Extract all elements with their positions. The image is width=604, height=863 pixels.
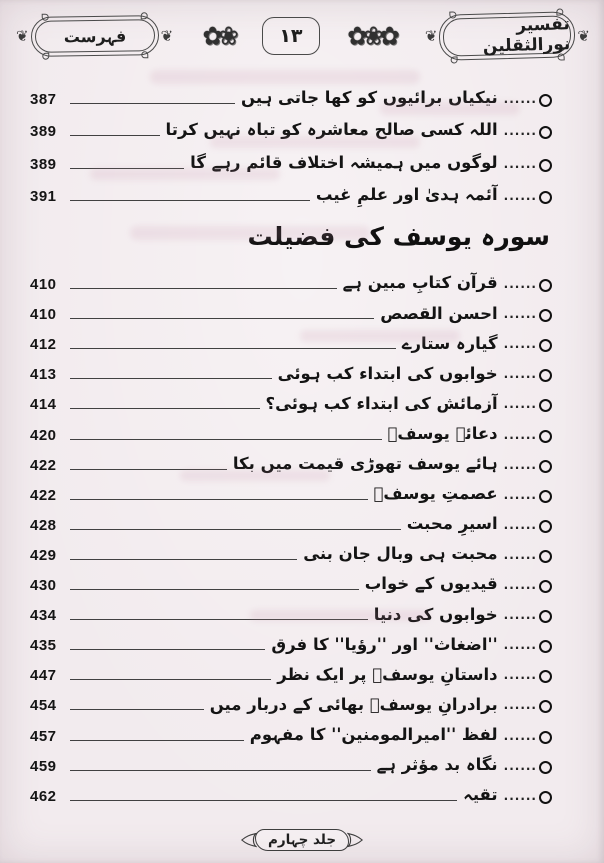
circle-bullet-icon [539,640,552,653]
page-number-box [262,17,320,55]
circle-bullet-icon [539,791,552,804]
leader-line [70,800,457,801]
corner-curl-icon [140,12,147,19]
leader-line [70,619,368,620]
circle-bullet-icon [539,490,552,503]
toc-entry-title: لوگوں میں ہمیشہ اختلاف قائم رہے گا [190,152,498,172]
toc-row [30,294,552,324]
toc-row [30,174,552,207]
circle-bullet-icon [539,580,552,593]
leader-line [70,348,396,349]
toc-entry-title: آزمائش کی ابتداء کب ہوئی؟ [265,393,498,413]
leader-line [70,168,184,169]
toc-row [30,746,552,776]
toc-page-number: 454 [30,697,57,715]
toc-page-number: 430 [30,577,57,595]
corner-curl-icon [141,51,148,58]
leaf-flourish-icon: ❦ [424,26,438,45]
circle-bullet-icon [539,731,552,744]
leader-dots: ...... [503,367,537,382]
circle-bullet-icon [539,700,552,713]
leader-line [70,318,374,319]
toc-entry-title: عصمتِ یوسفؑ [373,484,498,504]
leader-dots: ...... [503,668,537,683]
corner-curl-icon [558,53,565,60]
leader-dots: ...... [503,91,537,106]
leader-line [70,200,310,201]
toc-page-number: 422 [30,456,57,474]
leader-dots: ...... [503,788,537,803]
toc-page-number: 435 [30,637,57,655]
circle-bullet-icon [539,94,552,107]
toc-page-number: 410 [30,276,57,294]
header-right-cartouche-group [423,13,592,59]
toc-page-number: 413 [30,366,57,384]
toc-entry-title: خوابوں کی ابتداء کب ہوئی [277,363,498,383]
toc-entry-title: خوابوں کی دنیا [373,604,498,624]
toc-entry-title: اللہ کسی صالح معاشرہ کو تباہ نہیں کرتا [165,120,498,140]
toc-page-number: 422 [30,486,57,504]
leader-line [70,589,359,590]
toc-entry-title: نیکیاں برائیوں کو کھا جاتی ہیں [241,87,498,107]
leader-dots: ...... [503,578,537,593]
toc-entry-title: اسیرِ محبت [406,514,498,534]
leader-dots: ...... [503,124,537,138]
circle-bullet-icon [539,610,552,623]
leader-dots: ...... [503,457,537,472]
leader-dots: ...... [503,337,537,352]
leader-line [70,378,272,379]
toc-entry-title: ہائے یوسف تھوڑی قیمت میں بکا [232,454,498,474]
leader-line [70,103,235,104]
toc-row [30,595,552,625]
toc-page-number: 429 [30,546,57,564]
leader-dots: ...... [503,608,537,623]
circle-bullet-icon [539,126,552,139]
toc-entry-title: گیارہ ستارے [401,333,498,353]
leader-line [70,529,401,530]
section-heading: سورہ یوسف کی فضیلت [247,222,550,251]
toc-row [30,324,552,354]
toc-row [30,76,552,109]
leader-dots: ...... [503,698,537,713]
toc-page-number: 389 [30,123,57,140]
toc-entry-title: قیدیوں کے خواب [364,574,498,594]
circle-bullet-icon [539,369,552,382]
toc-row [30,505,552,535]
toc-entry-title: قرآن کتابِ مبین ہے [342,273,498,293]
leader-line [70,135,160,136]
volume-label: جلد چہارم [255,829,349,851]
circle-bullet-icon [539,520,552,533]
fehrist-cartouche [30,15,159,57]
page-footer [0,829,604,851]
page-header [0,0,604,62]
toc-row [30,475,552,505]
circle-bullet-icon [539,399,552,412]
toc-entry-title: لفظ ''امیرالمومنین'' کا مفہوم [249,724,498,744]
book-title-cartouche [439,11,576,61]
wing-flourish-icon [241,831,257,849]
toc-page-number: 391 [30,188,57,205]
circle-bullet-icon [539,761,552,774]
toc-row [30,109,552,142]
toc-row [30,535,552,565]
toc-row [30,776,552,806]
toc-entry-title: داستانِ یوسفؑ پر ایک نظر [277,664,498,684]
leader-dots: ...... [503,277,537,292]
toc-page-number: 428 [30,516,57,534]
leader-line [70,740,244,741]
toc-row [30,655,552,685]
floral-ornament-band: ✿❀ [202,21,235,51]
circle-bullet-icon [539,309,552,322]
toc-entry-title: احسن القصص [380,303,498,323]
toc-entry-title: نگاہ بد مؤثر ہے [376,754,498,774]
section-label: فہرست [34,19,154,53]
leader-dots: ...... [503,517,537,532]
leader-dots: ...... [503,638,537,653]
toc-row [30,384,552,414]
toc-row [30,625,552,655]
leader-line [70,649,265,650]
toc-page-number: 447 [30,667,57,685]
floral-ornament-band: ✿❀✿ [347,21,396,51]
leader-line [70,499,368,500]
leader-dots: ...... [503,487,537,502]
corner-curl-icon [41,14,48,21]
leader-line [70,288,337,289]
circle-bullet-icon [539,430,552,443]
toc-row [30,264,552,294]
toc-row [30,354,552,384]
leader-dots: ...... [503,427,537,442]
toc-page-number: 387 [30,90,57,108]
leader-dots: ...... [503,728,537,743]
book-title: تفسیر نورالثقلین [443,15,572,57]
leader-dots: ...... [503,547,537,562]
toc-row [30,141,552,174]
toc-entry-title: محبت ہی وبال جان بنی [303,544,498,564]
circle-bullet-icon [539,159,552,172]
toc-sections [0,62,604,806]
leader-line [70,439,382,440]
toc-page-number: 434 [30,607,57,625]
leader-dots: ...... [503,307,537,322]
toc-page-number: 420 [30,426,57,444]
leader-dots: ...... [503,156,537,171]
toc-page-number: 457 [30,727,57,745]
toc-page-number: 412 [30,336,57,354]
leaf-flourish-icon: ❦ [577,26,590,45]
corner-curl-icon [42,53,49,60]
toc-row [30,685,552,715]
circle-bullet-icon [539,191,552,204]
toc-page-number: 414 [30,396,57,414]
leader-line [70,559,297,560]
leader-line [70,709,204,710]
toc-page-number: 410 [30,306,57,324]
leader-dots: ...... [503,758,537,773]
circle-bullet-icon [539,279,552,292]
page-number: ۱۳ [279,25,303,47]
wing-flourish-icon [347,831,363,849]
circle-bullet-icon [539,670,552,683]
leader-line [70,408,260,409]
circle-bullet-icon [539,550,552,563]
toc-page-number: 462 [30,787,57,805]
toc-entry-title: آئمہ ہدیٰ اور علمِ غیب [315,185,498,205]
toc-row [30,715,552,745]
leader-dots: ...... [503,189,537,203]
toc-row [30,414,552,444]
leader-line [70,469,227,470]
circle-bullet-icon [539,339,552,352]
toc-page-number: 459 [30,757,57,775]
toc-entry-title: برادرانِ یوسفؑ بھائی کے دربار میں [209,694,498,714]
leaf-flourish-icon: ❦ [160,26,174,45]
leader-line [70,679,271,680]
toc-row [30,445,552,475]
leaf-flourish-icon: ❦ [16,26,29,45]
toc-row [30,565,552,595]
header-left-cartouche-group [14,16,175,56]
circle-bullet-icon [539,460,552,473]
toc-entry-title: ''اضغاث'' اور ''رؤیا'' کا فرق [271,634,498,654]
toc-entry-title: دعائے یوسفؑ [387,423,498,443]
leader-line [70,770,371,771]
toc-entry-title: تقیہ [463,785,498,805]
toc-page-number: 389 [30,155,57,173]
leader-dots: ...... [503,397,537,412]
